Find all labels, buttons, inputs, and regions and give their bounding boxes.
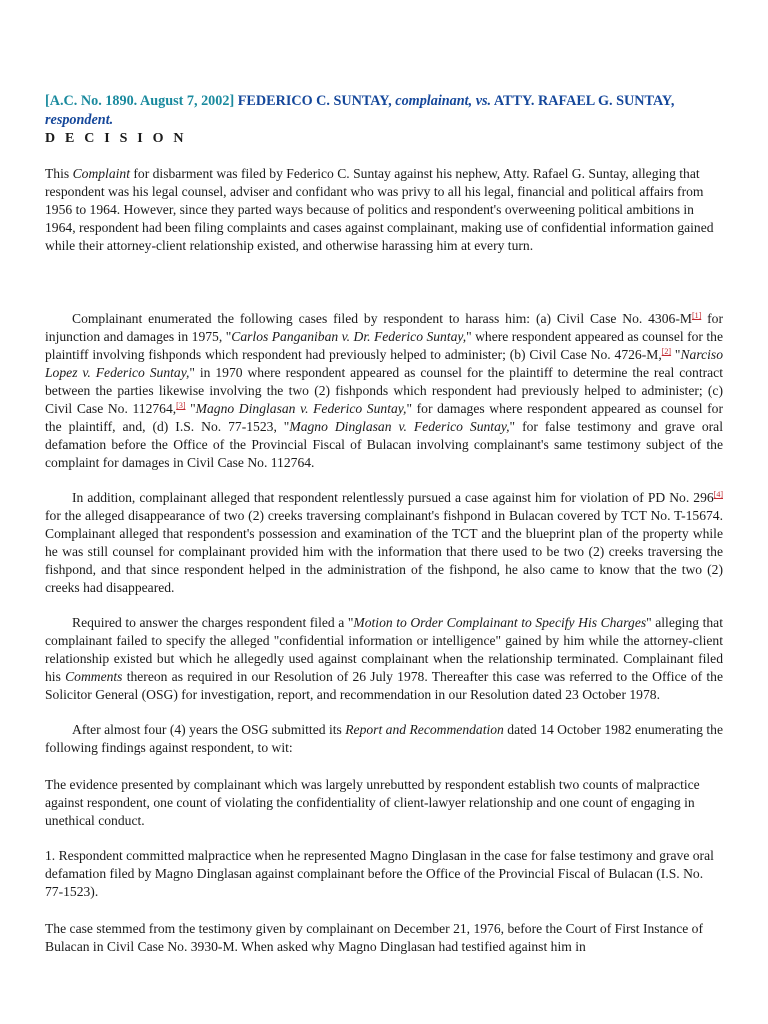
motion-paragraph: Required to answer the charges respondent filed a "Motion to Order Complainant to Specify His Charges" alleging that complainant failed to specify the alleged "confidential information or intelligence" gained by him while the attorney-client relationship existed but which he allegedly used against complainant when the relationship terminated. Complainant filed his Comments thereon as required in our Resolution of 26 July 1978. Thereafter this case was referred to the Office of the Solicitor General (OSG) for investigation, report, and recommendation in our Resolution dated 23 October 1978. bbox=[45, 615, 723, 702]
finding-2-paragraph: The case stemmed from the testimony given by complainant on December 21, 1976, before the Court of First Instance of Bulacan in Civil Case No. 3930-M. When asked why Magno Dinglasan had testified against him in bbox=[45, 921, 703, 954]
cases-paragraph: Complainant enumerated the following cases filed by respondent to harass him: (a) Civil Case No. 4306-M[1] for injunction and damages in 1975, "Carlos Panganiban v. Dr. Federico Suntay," where respondent appeared as counsel for the plaintiff involving fishponds which respondent had previously helped to administer; (b) Civil Case No. 4726-M,[2] "Narciso Lopez v. Federico Suntay," in 1970 where respondent appeared as counsel for the plaintiff to determine the real contract between the parties likewise involving the two (2) fishponds which respondent had previously helped to administer; (c) Civil Case No. 112764,[3] "Magno Dinglasan v. Federico Suntay," for damages where respondent appeared as counsel for the plaintiff, and, (d) I.S. No. 77-1523, "Magno Dinglasan v. Federico Suntay," for false testimony and grave oral defamation before the Office of the Provincial Fiscal of Bulacan involving complainant's same testimony subject of the complaint for damages in Civil Case No. 112764. bbox=[45, 311, 723, 470]
footnote-link-2[interactable]: [2] bbox=[661, 347, 672, 356]
finding-1-paragraph: 1. Respondent committed malpractice when he represented Magno Dinglasan in the case for false testimony and grave oral defamation filed by Magno Dinglasan against complainant before the Office of the Provincial Fiscal of Bulacan (I.S. No. 77-1523). bbox=[45, 848, 714, 899]
footnote-link-3[interactable]: [3] bbox=[176, 401, 186, 410]
intro-paragraph: This Complaint for disbarment was filed by Federico C. Suntay against his nephew, Atty. Rafael G. Suntay, alleging that respondent was his legal counsel, adviser and confidant who was privy to all his legal, financial and political affairs from 1956 to 1964. However, since they parted ways because of politics and respondent's overweening political ambitions in 1964, respondent had been filing complaints and cases against complainant, making use of confidential information gained while their attorney-client relationship existed, and otherwise harassing him at every turn. bbox=[45, 166, 714, 253]
case-heading bbox=[45, 92, 723, 130]
respondent-role: respondent. bbox=[45, 112, 114, 128]
case-reference: [A.C. No. 1890. August 7, 2002] bbox=[45, 93, 235, 109]
respondent-name: ATTY. RAFAEL G. SUNTAY, bbox=[493, 93, 675, 109]
complainant-role: complainant, vs. bbox=[395, 93, 492, 109]
footnote-link-1[interactable]: [1] bbox=[691, 311, 702, 320]
document-page bbox=[45, 92, 723, 956]
findings-intro-paragraph: The evidence presented by complainant which was largely unrebutted by respondent establish two counts of malpractice against respondent, one count of violating the confidentiality of client-lawyer relationship and one count of engaging in unethical conduct. bbox=[45, 777, 700, 828]
pd-violation-paragraph: In addition, complainant alleged that respondent relentlessly pursued a case against him for violation of PD No. 296[4] for the alleged disappearance of two (2) creeks traversing complainant's fishpond in Bulacan covered by TCT No. T-15674. Complainant alleged that respondent's possession and examination of the TCT and the blueprint plan of the property while he was still counsel for complainant provided him with the information that there used to be two (2) creeks traversing the fishpond, and that since respondent helped in the administration of the fishpond, he also came to know that the two (2) creeks had disappeared. bbox=[45, 490, 723, 595]
osg-report-paragraph: After almost four (4) years the OSG submitted its Report and Recommendation dated 14 October 1982 enumerating the following findings against respondent, to wit: bbox=[45, 722, 723, 755]
complainant-name: FEDERICO C. SUNTAY, bbox=[237, 93, 392, 109]
decision-title: D E C I S I O N bbox=[45, 131, 187, 146]
footnote-link-4[interactable]: [4] bbox=[713, 490, 723, 499]
